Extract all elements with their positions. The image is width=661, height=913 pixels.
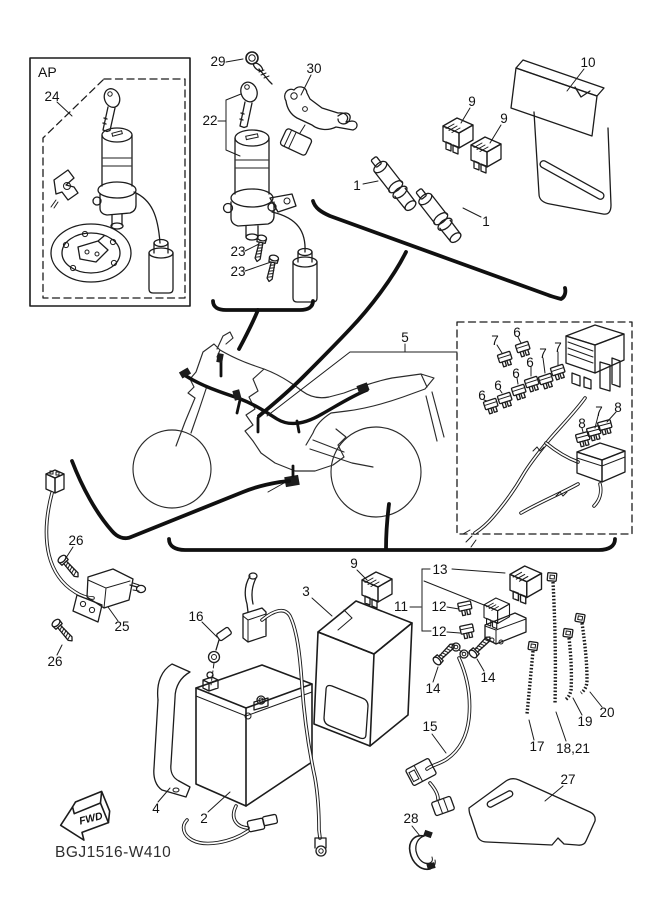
key-icon <box>102 87 123 132</box>
front-wheel <box>133 430 211 508</box>
callout-7: 7 <box>539 346 547 361</box>
battery-minus-lead <box>184 806 278 843</box>
fuse-box-lower <box>577 443 625 506</box>
screw-14-icon <box>432 641 457 666</box>
callout-1: 1 <box>482 214 490 229</box>
relay-9-icon <box>471 137 501 173</box>
callout-7: 7 <box>595 404 603 419</box>
relay-9-icon <box>362 572 392 608</box>
part-10-flap <box>511 60 611 214</box>
callout-5: 5 <box>401 330 409 345</box>
sidestand-switch-group <box>46 470 146 644</box>
callout-26: 26 <box>47 654 63 669</box>
ignition-coils <box>367 153 464 245</box>
lock-lever-icon <box>51 170 78 208</box>
callout-26: 26 <box>68 533 84 548</box>
screw-23-icon <box>265 254 280 282</box>
callout-9: 9 <box>350 556 358 571</box>
fuse-12-icon <box>460 624 475 639</box>
callout-9: 9 <box>500 111 508 126</box>
callout-9: 9 <box>468 94 476 109</box>
callout-14: 14 <box>425 681 441 696</box>
screw-26-icon <box>51 618 76 644</box>
callout-27: 27 <box>560 772 576 787</box>
callout-7: 7 <box>554 340 562 355</box>
callout-18-21: 18,21 <box>556 741 590 756</box>
fwd-arrow <box>55 791 115 845</box>
callout-16: 16 <box>188 609 204 624</box>
cable-tie-icon <box>547 573 557 582</box>
callout-braces <box>72 201 615 550</box>
callout-23: 23 <box>230 244 246 259</box>
callout-6: 6 <box>512 366 520 381</box>
callout-15: 15 <box>422 719 438 734</box>
part-code: BGJ1516-W410 <box>55 844 172 861</box>
connector-icon <box>46 470 64 493</box>
fwd-arrow-label: FWD <box>77 810 105 828</box>
inset-label-ap: AP <box>38 64 57 80</box>
callout-10: 10 <box>580 55 596 70</box>
callout-30: 30 <box>306 61 322 76</box>
callout-12: 12 <box>431 624 447 639</box>
ignition-switch-icon <box>93 128 136 229</box>
callout-8: 8 <box>578 416 586 431</box>
callout-6: 6 <box>478 388 486 403</box>
fuse-box-upper <box>566 325 624 391</box>
relay-13-icon <box>510 566 542 604</box>
ignition-coil-icon <box>412 185 464 245</box>
callout-25: 25 <box>114 619 130 634</box>
connector-icon <box>405 758 436 786</box>
ignition-coil-icon <box>367 153 419 213</box>
callout-13: 13 <box>432 562 448 577</box>
callout-2: 2 <box>200 811 208 826</box>
cable-tie-icon <box>563 628 573 637</box>
callout-17: 17 <box>529 739 545 754</box>
relay-9-icon <box>443 118 473 154</box>
main-switch-boot <box>293 249 317 303</box>
callout-29: 29 <box>210 54 226 69</box>
connector-icon <box>431 796 455 816</box>
battery-icon <box>196 665 312 806</box>
callout-20: 20 <box>599 705 615 720</box>
callout-4: 4 <box>152 801 160 816</box>
screw-26-icon <box>57 554 82 580</box>
leader-lines <box>57 59 616 836</box>
ap-wire-boot <box>149 240 173 294</box>
callout-19: 19 <box>577 714 593 729</box>
key-icon <box>238 80 259 127</box>
rear-wheel <box>331 427 421 517</box>
callout-23: 23 <box>230 264 246 279</box>
motorcycle-harness <box>133 332 444 517</box>
battery-plus-lead <box>243 573 326 856</box>
ap-switch-wire <box>134 192 160 243</box>
fuse-icon <box>511 384 527 400</box>
under-bike-connector <box>268 466 300 492</box>
callout-6: 6 <box>526 355 534 370</box>
cable-ties <box>527 573 587 714</box>
ring-terminal-icon <box>315 838 326 856</box>
callout-12: 12 <box>431 599 447 614</box>
ecu-box-3 <box>314 601 412 746</box>
callout-14: 14 <box>480 670 496 685</box>
screw-23-icon <box>253 234 268 262</box>
cable-tie-icon <box>528 641 538 650</box>
main-switch-wire <box>272 212 305 252</box>
callout-7: 7 <box>491 333 499 348</box>
callout-3: 3 <box>302 584 310 599</box>
cable-tie-icon <box>575 613 585 622</box>
battery-group <box>154 573 326 856</box>
clamp-28 <box>410 830 436 870</box>
callout-6: 6 <box>513 325 521 340</box>
fuse-icon <box>575 431 591 447</box>
fuse-icon <box>497 392 513 408</box>
sheet-27 <box>469 779 595 845</box>
ring-bolt-29-icon <box>246 52 272 84</box>
callout-24: 24 <box>44 89 60 104</box>
callout-28: 28 <box>403 811 419 826</box>
callout-1: 1 <box>353 178 361 193</box>
bracket-30-icon <box>280 87 358 156</box>
callout-6: 6 <box>494 378 502 393</box>
callout-11: 11 <box>393 599 409 614</box>
battery-band-icon <box>154 664 190 797</box>
fuse-icon <box>497 351 513 367</box>
callout-8: 8 <box>614 400 622 415</box>
fuse-12-icon <box>458 601 473 616</box>
fuel-cap-icon <box>51 224 131 282</box>
callout-22: 22 <box>202 113 218 128</box>
